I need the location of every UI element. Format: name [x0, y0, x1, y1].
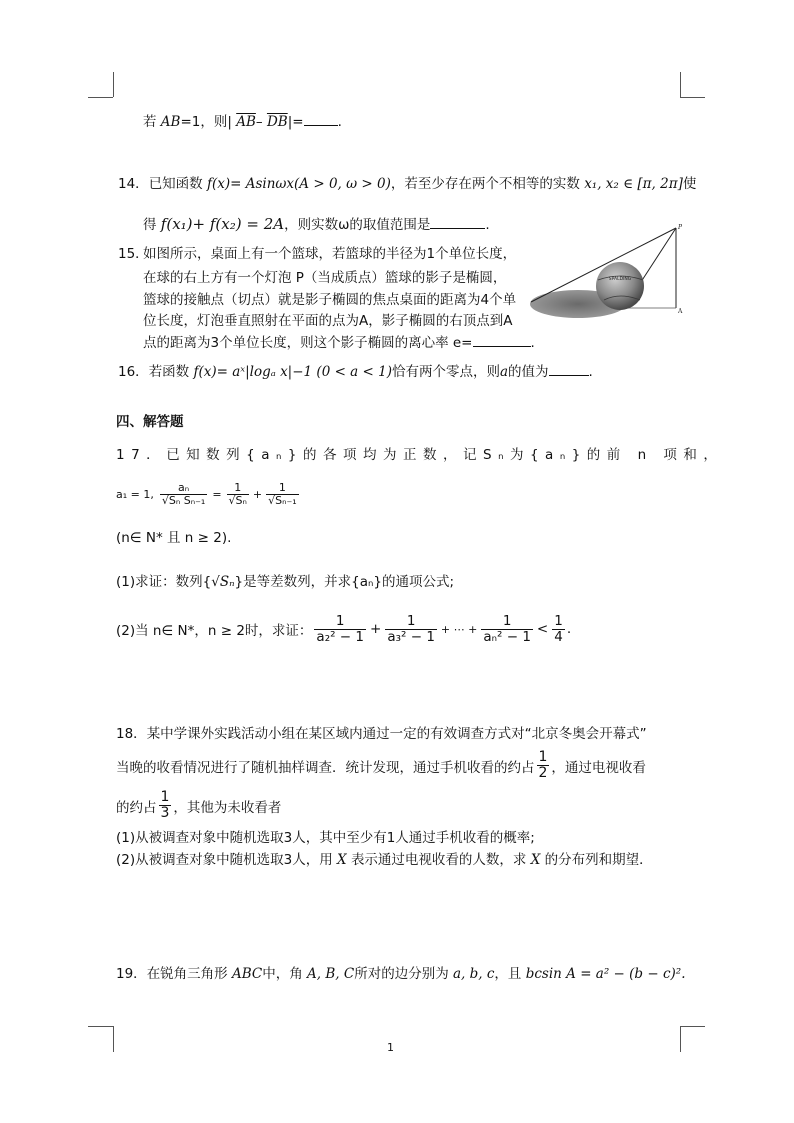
q19-text-a: 在锐角三角形	[146, 966, 228, 982]
ball-brand-text: SPALDING	[608, 277, 632, 282]
frac-numerator: aₙ	[178, 481, 190, 494]
q19-sides: a, b, c	[453, 966, 495, 982]
q15-line-5-text: 点的距离为3个单位长度，则这个影子椭圆的离心率 e=	[143, 335, 473, 351]
q18-line1-text: 某中学课外实践活动小组在某区域内通过一定的有效调查方式对“北京冬奥会开幕式”	[146, 726, 647, 742]
q17-frac-1	[160, 482, 207, 507]
frac-denominator: a₂² − 1	[316, 628, 365, 645]
q13-prefix: 若	[143, 114, 157, 130]
q14-function: f(x)= Asinωx(A > 0, ω > 0)	[206, 176, 391, 192]
q18-line2	[116, 750, 646, 782]
point-p-label: P	[678, 224, 683, 231]
q16-text-a: 若函数	[148, 364, 190, 380]
q17-part1	[116, 570, 454, 590]
vector-db: $\overline{DB}$	[266, 114, 288, 130]
q13-ab: AB	[160, 114, 181, 130]
q17-rec-eq: =	[212, 488, 222, 502]
q18-frac-half	[537, 750, 550, 782]
answer-blank	[549, 363, 589, 376]
q15-line-5: 点的距离为3个单位长度，则这个影子椭圆的离心率 e= .	[143, 335, 535, 351]
q18-line2-text-a: 当晚的收看情况进行了随机抽样调查．统计发现，通过手机收看的约占	[116, 759, 535, 776]
q17-p1-text-b: }是等差数列，并求{aₙ}的通项公式;	[234, 574, 455, 590]
vector-ab: $\overline{AB}$	[236, 114, 256, 130]
q18-p2-var-x2: X	[530, 852, 541, 868]
q15-line-3: 篮球的接触点（切点）就是影子椭圆的焦点桌面的距离为4个单	[143, 292, 517, 308]
q14-text-d: 得	[143, 217, 157, 233]
q14-dot: .	[485, 217, 490, 233]
q13-tail	[143, 110, 342, 130]
q17-rec-plus: +	[252, 488, 263, 502]
q19	[116, 962, 685, 982]
q13-eq: =1，则|	[180, 114, 232, 130]
q14-number: 14．	[118, 176, 149, 192]
q16-text-b: 恰有两个零点，则	[391, 364, 500, 380]
q13-end: |=	[287, 114, 304, 130]
q18-line3	[116, 790, 281, 822]
q16	[118, 360, 593, 380]
frac-numerator: 1	[538, 749, 548, 765]
frac-denominator: √Sₙ₋₁	[268, 494, 297, 508]
q16-dot: .	[588, 364, 593, 380]
q16-function: f(x)= aˣ|logₐ x|−1 (0 < a < 1)	[193, 364, 392, 380]
answer-blank	[430, 216, 485, 229]
q14-condition: f(x₁)+ f(x₂) = 2A	[160, 215, 285, 233]
basketball	[596, 262, 644, 310]
q15-line-1: 如图所示，桌面上有一个篮球，若篮球的半径为1个单位长度，	[143, 246, 517, 262]
q17-condition: (n∈ N* 且 n ≥ 2).	[116, 530, 232, 546]
q18-p2-text-c: 的分布列和期望．	[544, 852, 653, 868]
frac-numerator: 1	[278, 481, 286, 494]
q17-number: 17．	[116, 447, 167, 463]
q18-part1: (1)从被调查对象中随机选取3人，其中至少有1人通过手机收看的概率;	[116, 830, 535, 846]
q19-angles: A, B, C	[307, 966, 355, 982]
frac-numerator: 1	[160, 789, 170, 805]
q17-p2-plus: +	[370, 621, 382, 638]
q13-minus: –	[255, 114, 263, 130]
q17-stem	[116, 443, 723, 463]
q17-part2	[116, 614, 571, 645]
q14-variables: x₁, x₂ ∈ [π, 2π]	[584, 176, 683, 192]
q17-frac-2	[227, 482, 249, 507]
q18-line1	[116, 722, 647, 742]
frac-denominator: aₙ² − 1	[483, 628, 531, 645]
q14-line2	[143, 213, 490, 233]
q17-p2-dots: + ⋯ +	[440, 622, 478, 636]
q18-number: 18．	[116, 726, 147, 742]
q17-rec-start: a₁ = 1,	[116, 488, 154, 502]
q18-p2-var-x: X	[337, 852, 347, 868]
q16-text-c: 的值为	[508, 364, 549, 380]
frac-numerator: 1	[335, 613, 345, 629]
q17-recurrence	[116, 482, 301, 507]
q14-text-c: 使	[682, 176, 697, 192]
frac-numerator: 1	[234, 481, 242, 494]
q19-text-b: 中，角	[262, 966, 303, 982]
frac-numerator: 1	[502, 613, 512, 629]
q16-var: a	[499, 364, 509, 380]
q18-line2-text-b: ，通过电视收看	[551, 759, 646, 776]
basketball-shadow-figure	[528, 222, 688, 324]
frac-denominator: a₃² − 1	[387, 628, 435, 645]
frac-numerator: 1	[554, 613, 563, 629]
q14-text-e: ，则实数ω的取值范围是	[284, 217, 431, 233]
q17-stem-text: 已知数列{aₙ}的各项均为正数，记Sₙ为{aₙ}的前 n 项和，	[166, 447, 724, 463]
q17-p2-frac-2	[385, 614, 437, 645]
q19-text-c: 所对的边分别为	[354, 966, 449, 982]
q17-p2-frac-right	[552, 614, 565, 645]
point-a-label: A	[678, 308, 683, 315]
q18-p2-text-a: (2)从被调查对象中随机选取3人，用	[116, 852, 333, 868]
q18-line3-text-a: 的约占	[116, 799, 157, 816]
frac-denominator: √Sₙ	[228, 494, 247, 508]
section-title: 四、解答题	[116, 414, 184, 430]
q14-text-b: ，若至少存在两个不相等的实数	[390, 176, 580, 192]
frac-denominator: 3	[160, 805, 170, 822]
q18-p2-text-b: 表示通过电视收看的人数，求	[350, 852, 527, 868]
q17-p2-lt: <	[536, 621, 549, 638]
q17-p2-frac-n	[481, 614, 533, 645]
page-number: 1	[387, 1041, 394, 1054]
answer-blank	[304, 113, 338, 126]
q17-p2-text: (2)当 n∈ N*，n ≥ 2时，求证：	[116, 623, 313, 640]
q19-number: 19．	[116, 966, 147, 982]
frac-denominator: √Sₙ Sₙ₋₁	[161, 494, 206, 508]
q16-number: 16．	[118, 364, 149, 380]
q15-line-2: 在球的右上方有一个灯泡 P（当成质点）篮球的影子是椭圆，	[143, 270, 507, 286]
q15-number: 15．	[118, 246, 149, 262]
q17-frac-3	[266, 482, 299, 507]
q15-line-4: 位长度，灯泡垂直照射在平面的点为A，影子椭圆的右顶点到A	[143, 313, 513, 329]
q18-frac-third	[159, 790, 172, 822]
q17-p1-text-a: (1)求证：数列{	[116, 574, 212, 590]
q17-p1-sqrt: √Sₙ	[211, 574, 235, 590]
q19-equation: bcsin A = a² − (b − c)².	[525, 966, 686, 982]
q19-text-d: ，且	[494, 966, 522, 982]
frac-denominator: 2	[538, 765, 548, 782]
answer-blank	[473, 334, 531, 347]
q18-line3-text-b: ，其他为未收看者	[173, 799, 282, 816]
q14-line1	[118, 172, 696, 192]
q13-dot: .	[337, 114, 342, 130]
q17-p2-end: .	[566, 621, 572, 638]
frac-denominator: 4	[554, 628, 563, 645]
q17-p2-frac-1	[314, 614, 366, 645]
frac-numerator: 1	[406, 613, 416, 629]
q18-part2	[116, 848, 653, 868]
q19-triangle: ABC	[231, 966, 263, 982]
q14-text-a: 已知函数	[148, 176, 203, 192]
